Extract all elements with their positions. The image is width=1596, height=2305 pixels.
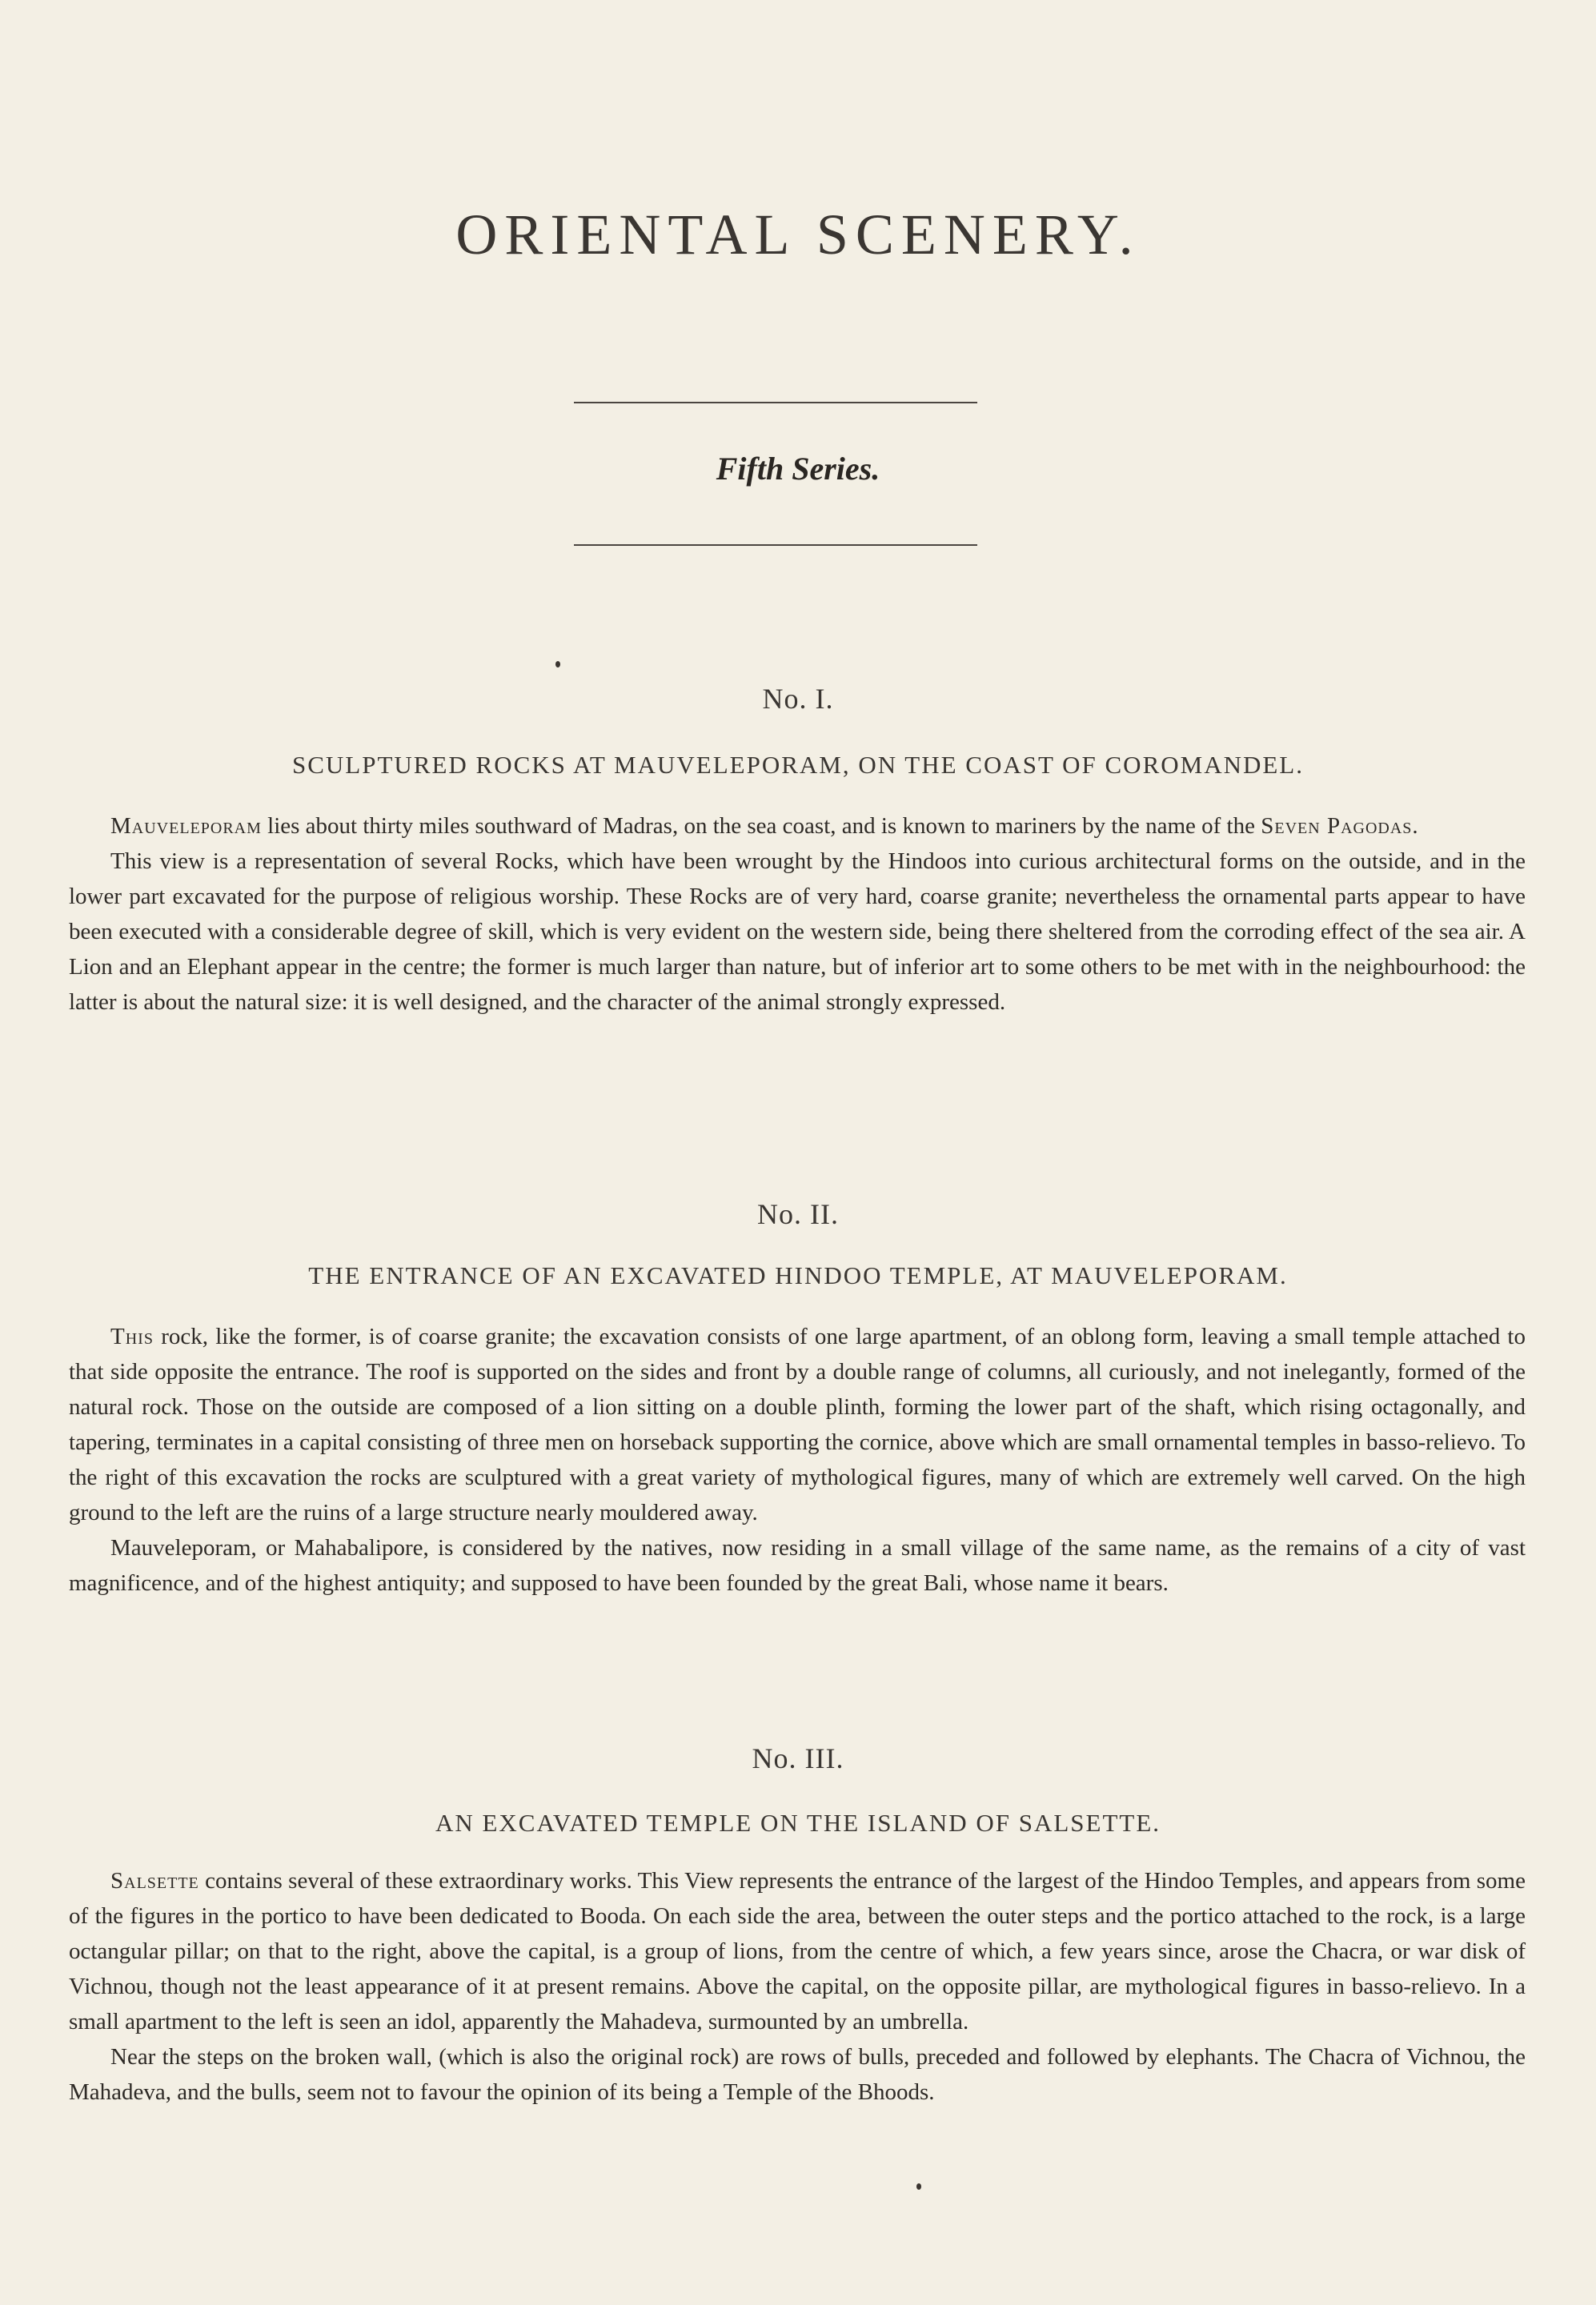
series-heading: Fifth Series.	[716, 451, 880, 487]
section-2-number: No. II.	[757, 1198, 839, 1230]
section-1-number: No. I.	[762, 683, 834, 715]
section-2-body	[69, 1319, 1526, 1601]
top-divider	[574, 402, 977, 403]
section-3-title: AN EXCAVATED TEMPLE ON THE ISLAND OF SALSETTE.	[435, 1809, 1161, 1837]
ink-speck	[555, 661, 560, 667]
section-2-paragraph-1	[69, 1319, 1526, 1530]
page-title: ORIENTAL SCENERY.	[455, 202, 1141, 267]
section-1-paragraph-1	[69, 808, 1526, 844]
section-2-text: rock, like the former, is of coarse granite; the excavation consists of one large apartment, of an oblong form, leaving a small temple attached to that side opposite the entrance. The roof is supported on the sides and front by a double range of columns, all curiously, and not inelegantly, formed of the natural rock. Those on the outside are composed of a lion sitting on a double plinth, forming the lower part of the shaft, which rising octagonally, and tapering, terminates in a capital consisting of three men on horseback supporting the cornice, above which are small ornamental temples in basso-relievo. To the right of this excavation the rocks are sculptured with a great variety of mythological figures, many of which are extremely well carved. On the high ground to the left are the ruins of a large structure nearly mouldered away.	[69, 1324, 1526, 1525]
section-1-lead-word: Mauveleporam	[110, 813, 262, 839]
ink-speck	[916, 2183, 921, 2190]
section-3-number: No. III.	[752, 1742, 844, 1774]
section-2-title: THE ENTRANCE OF AN EXCAVATED HINDOO TEMPLE, AT MAUVELEPORAM.	[308, 1261, 1288, 1289]
section-1-body	[69, 808, 1526, 1020]
section-3-lead-word: Salsette	[110, 1868, 199, 1894]
section-1-text: lies about thirty miles southward of Madras, on the sea coast, and is known to mariners by the name of the	[261, 813, 1261, 839]
section-1-text-end: .	[1412, 813, 1418, 839]
section-3-body	[69, 1863, 1526, 2110]
section-3-text: contains several of these extraordinary works. This View represents the entrance of the largest of the Hindoo Temples, and appears from some of the figures in the portico to have been dedicated to Booda. On each side the area, between the outer steps and the portico attached to the rock, is a large octangular pillar; on that to the right, above the capital, is a group of lions, from the centre of which, a few years since, arose the Chacra, or war disk of Vichnou, though not the least appearance of it at present remains. Above the capital, on the opposite pillar, are mythological figures in basso-relievo. In a small apartment to the left is seen an idol, apparently the Mahadeva, surmounted by an umbrella.	[69, 1868, 1526, 2034]
section-3-paragraph-1	[69, 1863, 1526, 2039]
section-1-title: SCULPTURED ROCKS AT MAUVELEPORAM, ON THE COAST OF COROMANDEL.	[292, 751, 1304, 779]
section-2-lead-word: This	[110, 1324, 154, 1349]
section-1-seven-pagodas: Seven Pagodas	[1261, 813, 1413, 839]
section-1-paragraph-2: This view is a representation of several Rocks, which have been wrought by the Hindoos into curious architectural forms on the outside, and in the lower part excavated for the purpose of religious worship. These Rocks are of very hard, coarse granite; nevertheless the ornamental parts appear to have been executed with a considerable degree of skill, which is very evident on the western side, being there sheltered from the corroding effect of the sea air. A Lion and an Elephant appear in the centre; the former is much larger than nature, but of inferior art to some others to be met with in the neighbourhood: the latter is about the natural size: it is well designed, and the character of the animal strongly expressed.	[69, 848, 1526, 1015]
section-3-paragraph-2: Near the steps on the broken wall, (which is also the original rock) are rows of bulls, preceded and followed by elephants. The Chacra of Vichnou, the Mahadeva, and the bulls, seem not to favour the opinion of its being a Temple of the Bhoods.	[69, 2044, 1526, 2105]
bottom-divider	[574, 544, 977, 546]
section-2-paragraph-2: Mauveleporam, or Mahabalipore, is considered by the natives, now residing in a small village of the same name, as the remains of a city of vast magnificence, and of the highest antiquity; and supposed to have been founded by the great Bali, whose name it bears.	[69, 1535, 1526, 1596]
